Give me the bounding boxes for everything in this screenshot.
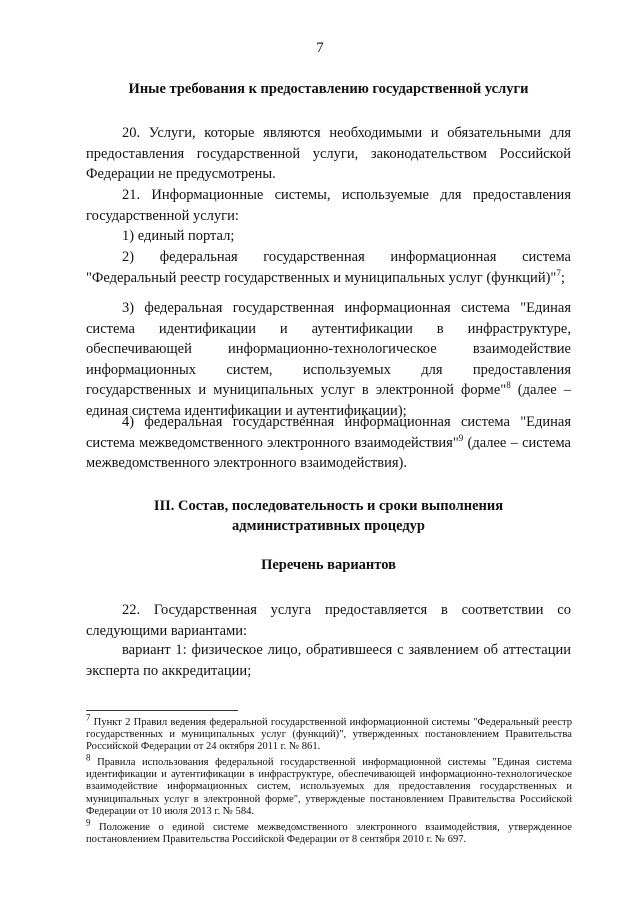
paragraph-20: 20. Услуги, которые являются необходимыми и обязательными для предоставления государственной услуги, законодательством Российской Федерации не предусмотрены.	[86, 125, 571, 183]
footnote-8-mark: 8	[86, 752, 91, 763]
footnote-9-mark: 9	[86, 817, 91, 828]
list-item-3-text: 3) федеральная государственная информационная система "Единая система идентификации и аутентификации в инфраструктуре, обеспечивающей информационно-технологическое взаимодействие информационных систем, используемых для предоставления государственных и муниципальных услуг в электронной форме"	[86, 300, 571, 399]
list-item-2-text: 2) федеральная государственная информационная система "Федеральный реестр государственных и муниципальных услуг (функций)"	[86, 249, 571, 286]
list-item-2-end: ;	[560, 269, 565, 286]
list-item-4-text: 4) федеральная государственная информационная система "Единая система межведомственного электронного взаимодействия"	[86, 414, 571, 451]
subsection-title-variants: Перечень вариантов	[261, 557, 396, 573]
footnote-ref-7: 7	[556, 267, 561, 278]
footnote-ref-9: 9	[458, 432, 464, 443]
list-item-2	[86, 247, 571, 288]
footnote-7-mark: 7	[86, 712, 91, 723]
list-item-4	[86, 412, 571, 474]
list-item-3	[86, 298, 571, 422]
footnote-8	[86, 752, 572, 818]
section-title-other-requirements: Иные требования к предоставлению государственной услуги	[128, 81, 529, 97]
footnote-8-text: Правила использования федеральной государственной информационной системы "Единая система идентификации и аутентификации в инфраструктуре, обеспечивающей информационно-технологическое взаимодействие информационных систем, используемых для предоставления государственных и муниципальных услуг в электронной форме", утвержденые постановлением Правительства Российской Федерации от 10 июля 2013 г. № 584.	[86, 757, 572, 817]
list-item-4-end: (далее – система межведомственного электронного взаимодействия).	[86, 434, 571, 472]
paragraph-22: 22. Государственная услуга предоставляется в соответствии со следующими вариантами:	[86, 602, 571, 639]
list-item-3-end: (далее – единая система идентификации и аутентификации);	[86, 382, 571, 419]
paragraph-21: 21. Информационные системы, используемые для предоставления государственной услуги:	[86, 187, 571, 224]
page-number: 7	[316, 40, 324, 56]
footnote-9-text: Положение о единой системе межведомственного электронного взаимодействия, утвержденное постановлением Правительства Российской Федерации от 8 сентября 2010 г. № 697.	[86, 822, 572, 846]
footnote-9	[86, 817, 572, 846]
section-3-title-line-2: административных процедур	[232, 518, 425, 534]
list-item-1: 1) единый портал;	[122, 228, 235, 244]
footnote-7	[86, 712, 572, 754]
footnote-separator	[86, 710, 238, 711]
footnote-ref-8: 8	[506, 380, 511, 391]
section-3-title-line-1: III. Состав, последовательность и сроки выполнения	[153, 498, 504, 514]
variant-1: вариант 1: физическое лицо, обратившееся с заявлением об аттестации эксперта по аккредитации;	[86, 642, 571, 679]
section-3-title	[86, 496, 571, 536]
footnote-7-text: Пункт 2 Правил ведения федеральной государственной информационной системы "Федеральный реестр государственных и муниципальных услуг (функций)", утвержденных постановлением Правительства Российской Федерации от 24 октября 2011 г. № 861.	[86, 717, 572, 753]
